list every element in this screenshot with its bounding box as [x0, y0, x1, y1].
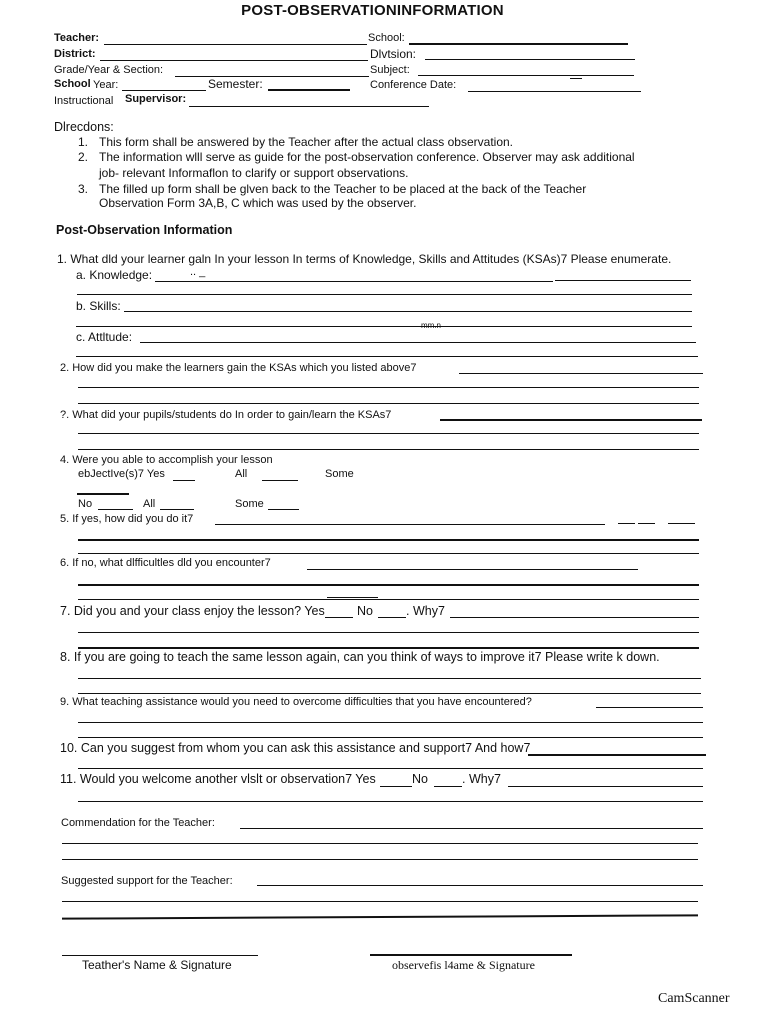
q11-why-field[interactable] — [508, 786, 703, 787]
instructional-label: Instructional — [54, 95, 114, 107]
q4-some-label-2: Some — [235, 498, 264, 510]
semester-field[interactable] — [268, 89, 350, 91]
teacher-signature-line[interactable] — [62, 955, 258, 956]
q4-some-field-2[interactable] — [268, 509, 299, 510]
q9-field-3[interactable] — [78, 737, 703, 738]
q4-all-label-1: All — [235, 468, 248, 480]
q10-field[interactable] — [528, 754, 706, 756]
school-field[interactable] — [409, 43, 628, 45]
question-1a-marks: .. _ — [190, 266, 206, 278]
question-1c-label: c. Attltude: — [76, 330, 133, 344]
question-10: 10. Can you suggest from whom you can ask this assistance and support7 And how7 — [60, 741, 531, 755]
district-field[interactable] — [100, 60, 368, 61]
supervisor-label: Supervisor: — [125, 93, 187, 105]
conference-date-mark — [570, 78, 582, 79]
q5-mark-1 — [618, 523, 635, 524]
teacher-field[interactable] — [104, 44, 367, 45]
school-label: School: — [368, 32, 405, 44]
observer-signature-label: observefis l4ame & Signature — [392, 958, 535, 972]
camscanner-watermark: CamScanner — [658, 991, 730, 1006]
q7-field-3[interactable] — [78, 647, 699, 649]
conference-date-label: Conference Date: — [370, 79, 457, 91]
commendation-field-2[interactable] — [62, 843, 698, 844]
q4-all-field-2[interactable] — [160, 509, 194, 510]
q6-field-2[interactable] — [78, 584, 699, 586]
direction-2-text-a: The information wlll serve as guide for the post-observation conference. Observer may ask additional — [99, 150, 635, 164]
q6-mark — [327, 597, 378, 598]
skills-field[interactable] — [124, 311, 692, 312]
commendation-field[interactable] — [240, 828, 703, 829]
directions-heading: Dlrecdons: — [54, 120, 114, 134]
q7-no-field[interactable] — [378, 617, 406, 618]
q5-field-2[interactable] — [78, 539, 699, 541]
subject-label: Subject: — [370, 64, 410, 76]
skills-field-2[interactable] — [76, 326, 692, 327]
q2-field-3[interactable] — [78, 403, 699, 404]
attitude-field[interactable] — [140, 342, 696, 343]
question-1b-label: b. Skills: — [76, 299, 121, 313]
teacher-label: Teacher: — [54, 32, 100, 44]
q7-why-label: . Why7 — [406, 604, 445, 618]
question-9: 9. What teaching assistance would you need to overcome difficulties that you have encountered? — [60, 696, 532, 708]
q11-field-2[interactable] — [78, 801, 703, 802]
suggested-support-field[interactable] — [257, 885, 703, 886]
q4-yes-field[interactable] — [173, 480, 195, 481]
question-3: ?. What did your pupils/students do In order to gain/learn the KSAs7 — [60, 409, 392, 421]
q3-field-2[interactable] — [78, 433, 699, 434]
direction-3-text-b: Observation Form 3A,B, C which was used by the observer. — [99, 196, 417, 210]
q5-field[interactable] — [215, 524, 605, 525]
supervisor-field[interactable] — [189, 106, 429, 107]
q8-field-2[interactable] — [78, 693, 701, 694]
grade-section-field[interactable] — [175, 76, 369, 77]
q2-field-2[interactable] — [78, 387, 699, 388]
q4-no-field[interactable] — [98, 509, 133, 510]
attitude-field-2[interactable] — [76, 356, 698, 357]
form-title: POST-OBSERVATIONINFORMATION — [241, 2, 504, 19]
commendation-field-3[interactable] — [62, 859, 698, 860]
q11-why-label: . Why7 — [462, 772, 501, 786]
q11-yes-field[interactable] — [380, 786, 412, 787]
suggested-support-field-3[interactable] — [62, 914, 698, 919]
q5-mark-2 — [638, 523, 655, 524]
direction-1-text: This form shall be answered by the Teacher after the actual class observation. — [99, 135, 513, 149]
school-year-label-a: School — [54, 78, 91, 90]
q7-field-2[interactable] — [78, 632, 699, 633]
question-1a-label: a. Knowledge: — [76, 268, 153, 282]
q9-field-2[interactable] — [78, 722, 703, 723]
division-label: Dlvtsion: — [370, 47, 417, 61]
q7-why-field[interactable] — [450, 617, 699, 618]
knowledge-field[interactable] — [155, 281, 553, 282]
question-7: 7. Did you and your class enjoy the lesson? Yes — [60, 604, 325, 618]
suggested-support-label: Suggested support for the Teacher: — [61, 875, 233, 887]
q4-some-label-1: Some — [325, 468, 354, 480]
commendation-label: Commendation for the Teacher: — [61, 817, 215, 829]
question-1: 1. What dld your learner galn In your lesson In terms of Knowledge, Skills and Attitudes (KSAs)7 Please enumerate. — [57, 252, 672, 266]
question-11: 11. Would you welcome another vlslt or observation7 Yes — [60, 772, 376, 786]
q11-no-label: No — [412, 772, 428, 786]
knowledge-field-2[interactable] — [77, 294, 692, 295]
school-year-label-b: Year: — [93, 79, 119, 91]
knowledge-field-b[interactable] — [555, 280, 691, 281]
direction-1-num: 1. — [78, 135, 89, 149]
q4-all-label-2: All — [143, 498, 156, 510]
q9-field[interactable] — [596, 707, 703, 708]
direction-3-num: 3. — [78, 182, 89, 196]
grade-section-label: Grade/Year & Section: — [54, 64, 164, 76]
q10-field-2[interactable] — [78, 768, 703, 769]
question-2: 2. How did you make the learners gain the KSAs which you listed above7 — [60, 362, 417, 374]
q7-yes-field[interactable] — [325, 617, 353, 618]
district-label: District: — [54, 48, 96, 60]
conference-date-field[interactable] — [468, 91, 641, 92]
question-1b-marks: mm.n — [421, 321, 441, 330]
question-5: 5. If yes, how did you do it7 — [60, 513, 194, 525]
observer-signature-line[interactable] — [370, 954, 572, 956]
q3-field-3[interactable] — [78, 449, 699, 450]
q7-no-label: No — [357, 604, 373, 618]
teacher-signature-label: Teather's Name & Signature — [82, 958, 232, 972]
section-title: Post-Observation Information — [56, 223, 233, 237]
q4-all-field-1[interactable] — [262, 480, 298, 481]
q6-field-3[interactable] — [78, 599, 699, 600]
q11-no-field[interactable] — [434, 786, 462, 787]
question-6: 6. If no, what dlfficultles dld you encounter7 — [60, 557, 271, 569]
question-4-line2: ebJectIve(s)7 Yes — [78, 468, 165, 480]
q3-field[interactable] — [440, 419, 702, 421]
direction-2-text-b: job- relevant Informaflon to clarify or support observations. — [99, 166, 409, 180]
q4-divider — [77, 493, 129, 495]
question-8: 8. If you are going to teach the same lesson again, can you think of ways to improve it7 Please write k down. — [60, 650, 660, 664]
semester-label: Semester: — [208, 77, 263, 91]
q6-field[interactable] — [307, 569, 638, 570]
q4-no-label: No — [78, 498, 93, 510]
direction-2-num: 2. — [78, 150, 89, 164]
school-year-field[interactable] — [122, 90, 206, 91]
subject-field[interactable] — [418, 75, 634, 76]
q5-mark-3 — [668, 523, 695, 524]
q5-field-3[interactable] — [78, 553, 699, 554]
q2-field[interactable] — [459, 373, 703, 374]
suggested-support-field-2[interactable] — [62, 901, 698, 902]
q8-field[interactable] — [78, 678, 701, 679]
question-4-line1: 4. Were you able to accomplish your lesson — [60, 454, 273, 466]
division-field[interactable] — [425, 59, 635, 60]
direction-3-text-a: The filled up form shall be glven back to the Teacher to be placed at the back of the Teacher — [99, 182, 587, 196]
